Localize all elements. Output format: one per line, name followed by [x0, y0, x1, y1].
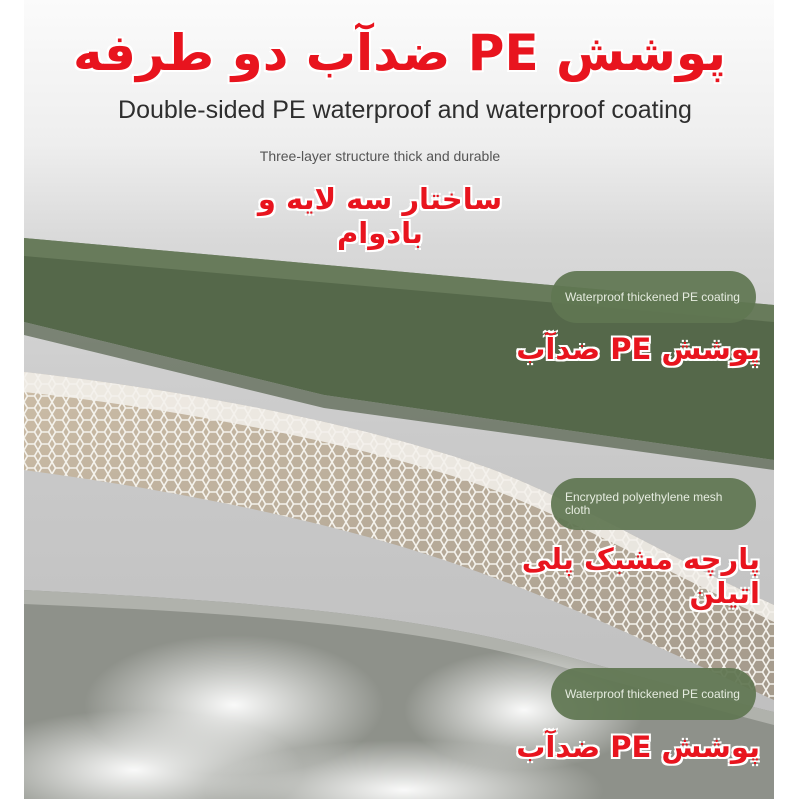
- layer-tag-bottom: Waterproof thickened PE coating: [551, 668, 756, 720]
- main-title-fa: پوشش PE ضدآب دو طرفه: [72, 24, 726, 82]
- layer-label-top-fa: پوشش PE ضدآب: [516, 332, 760, 366]
- layer-label-bottom-fa: پوشش PE ضدآب: [516, 730, 760, 764]
- subtitle-fa: ساختار سه لایه و بادوام: [257, 182, 503, 250]
- layer-tag-top: Waterproof thickened PE coating: [551, 271, 756, 323]
- main-title-en: Double-sided PE waterproof and waterproof coating: [118, 96, 692, 124]
- layer-label-middle-fa: پارچه مشبک پلی اتیلن: [521, 542, 760, 610]
- subtitle-en: Three-layer structure thick and durable: [259, 148, 501, 164]
- layer-tag-middle: Encrypted polyethylene mesh cloth: [551, 478, 756, 530]
